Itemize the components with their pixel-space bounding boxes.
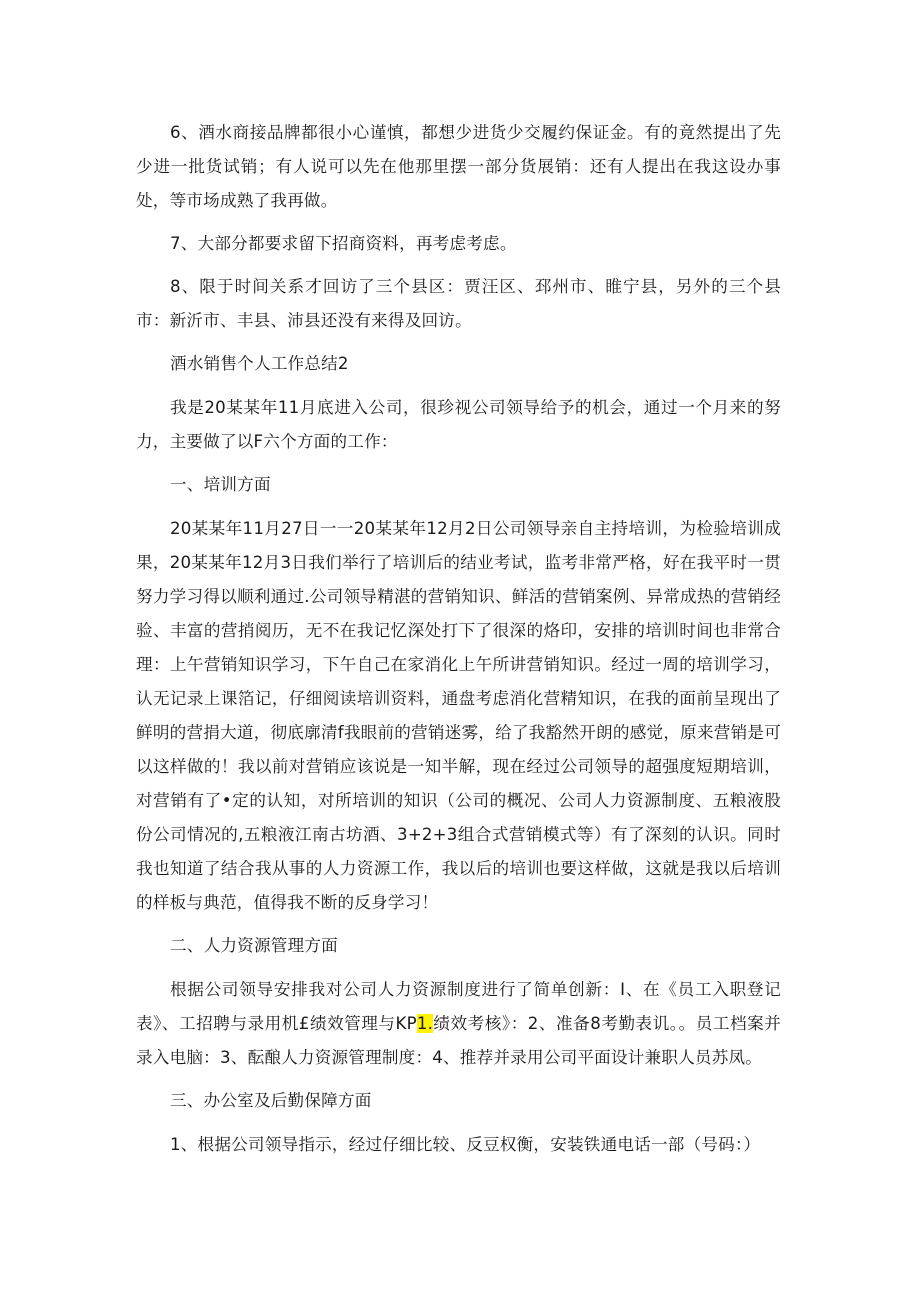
paragraph-item-7: 7、大部分都要求留下招商资料，再考虑考虑。 <box>170 234 517 253</box>
heading-training: 一、培训方面 <box>170 475 271 494</box>
hr-text-part-2: 绩效考核》：2、准备8考勤表讥。。员工档案并录入电脑：3、酝酿人力资源管理制度：4、推荐并录用公司平面设计兼职人员苏凤。 <box>136 1014 781 1067</box>
intro-paragraph: 我是20某某年11月底进入公司，很珍视公司领导给予的机会，通过一个月来的努力，主要做了以F六个方面的工作： <box>136 398 781 451</box>
document-body <box>136 116 781 1171</box>
paragraph-item-6: 6、酒水商接品牌都很小心谨慎，都想少进货少交履约保证金。有的竟然提出了先少进一批货试销；有人说可以先在他那里摆一部分货展销：还有人提出在我这设办事处，等市场成熟了我再做。 <box>136 123 781 210</box>
training-paragraph: 20某某年11月27日一一20某某年12月2日公司领导亲自主持培训，为检验培训成果，20某某年12月3日我们举行了培训后的结业考试，监考非常严格，好在我平时一贯努力学习得以顺利通过.公司领导精湛的营销知识、鲜活的营销案例、异常成热的营销经验、丰富的营捎阅历，无不在我记忆深处打下了很深的烙印，安排的培训时间也非常合理：上午营销知识学习，下午自己在家消化上午所讲营销知识。经过一周的培训学习，认无记录上课箔记，仔细阅读培训资料，通盘考虑消化营精知识，在我的面前呈现出了鲜明的营捐大道，彻底廓清f我眼前的营销迷雾，给了我豁然开朗的感觉，原来营销是可以这样做的！我以前对营销应该说是一知半解，现在经过公司领导的超强度短期培训，对营销有了•定的认知，对所培训的知识（公司的概况、公司人力资源制度、五粮液股份公司情况的,五粮液江南古坊酒、3+2+3组合式营销模式等）有了深刻的认识。同时我也知道了结合我从事的人力资源工作，我以后的培训也要这样做，这就是我以后培训的样板与典范，值得我不断的反身学习！ <box>136 519 781 912</box>
highlighted-text: 1. <box>416 1014 434 1033</box>
hr-text-part-1: 根据公司领导安排我对公司人力资源制度进行了简单创新：I、在《员工入职登记表》、工招聘与录用机£绩效管理与KP <box>136 980 781 1033</box>
office-paragraph: 1、根据公司领导指示，经过仔细比较、反豆权衡，安装铁通电话一部（号码：） <box>170 1135 761 1154</box>
heading-office-logistics: 三、办公室及后勤保障方面 <box>170 1091 372 1110</box>
section-title-2: 酒水销售个人工作总结2 <box>170 354 349 373</box>
paragraph-item-8: 8、限于时间关系才回访了三个县区：贾汪区、邳州市、睢宁县，另外的三个县市：新沂市、丰县、沛县还没有来得及回访。 <box>136 277 781 330</box>
heading-hr-management: 二、人力资源管理方面 <box>170 936 338 955</box>
hr-paragraph <box>136 973 781 1075</box>
